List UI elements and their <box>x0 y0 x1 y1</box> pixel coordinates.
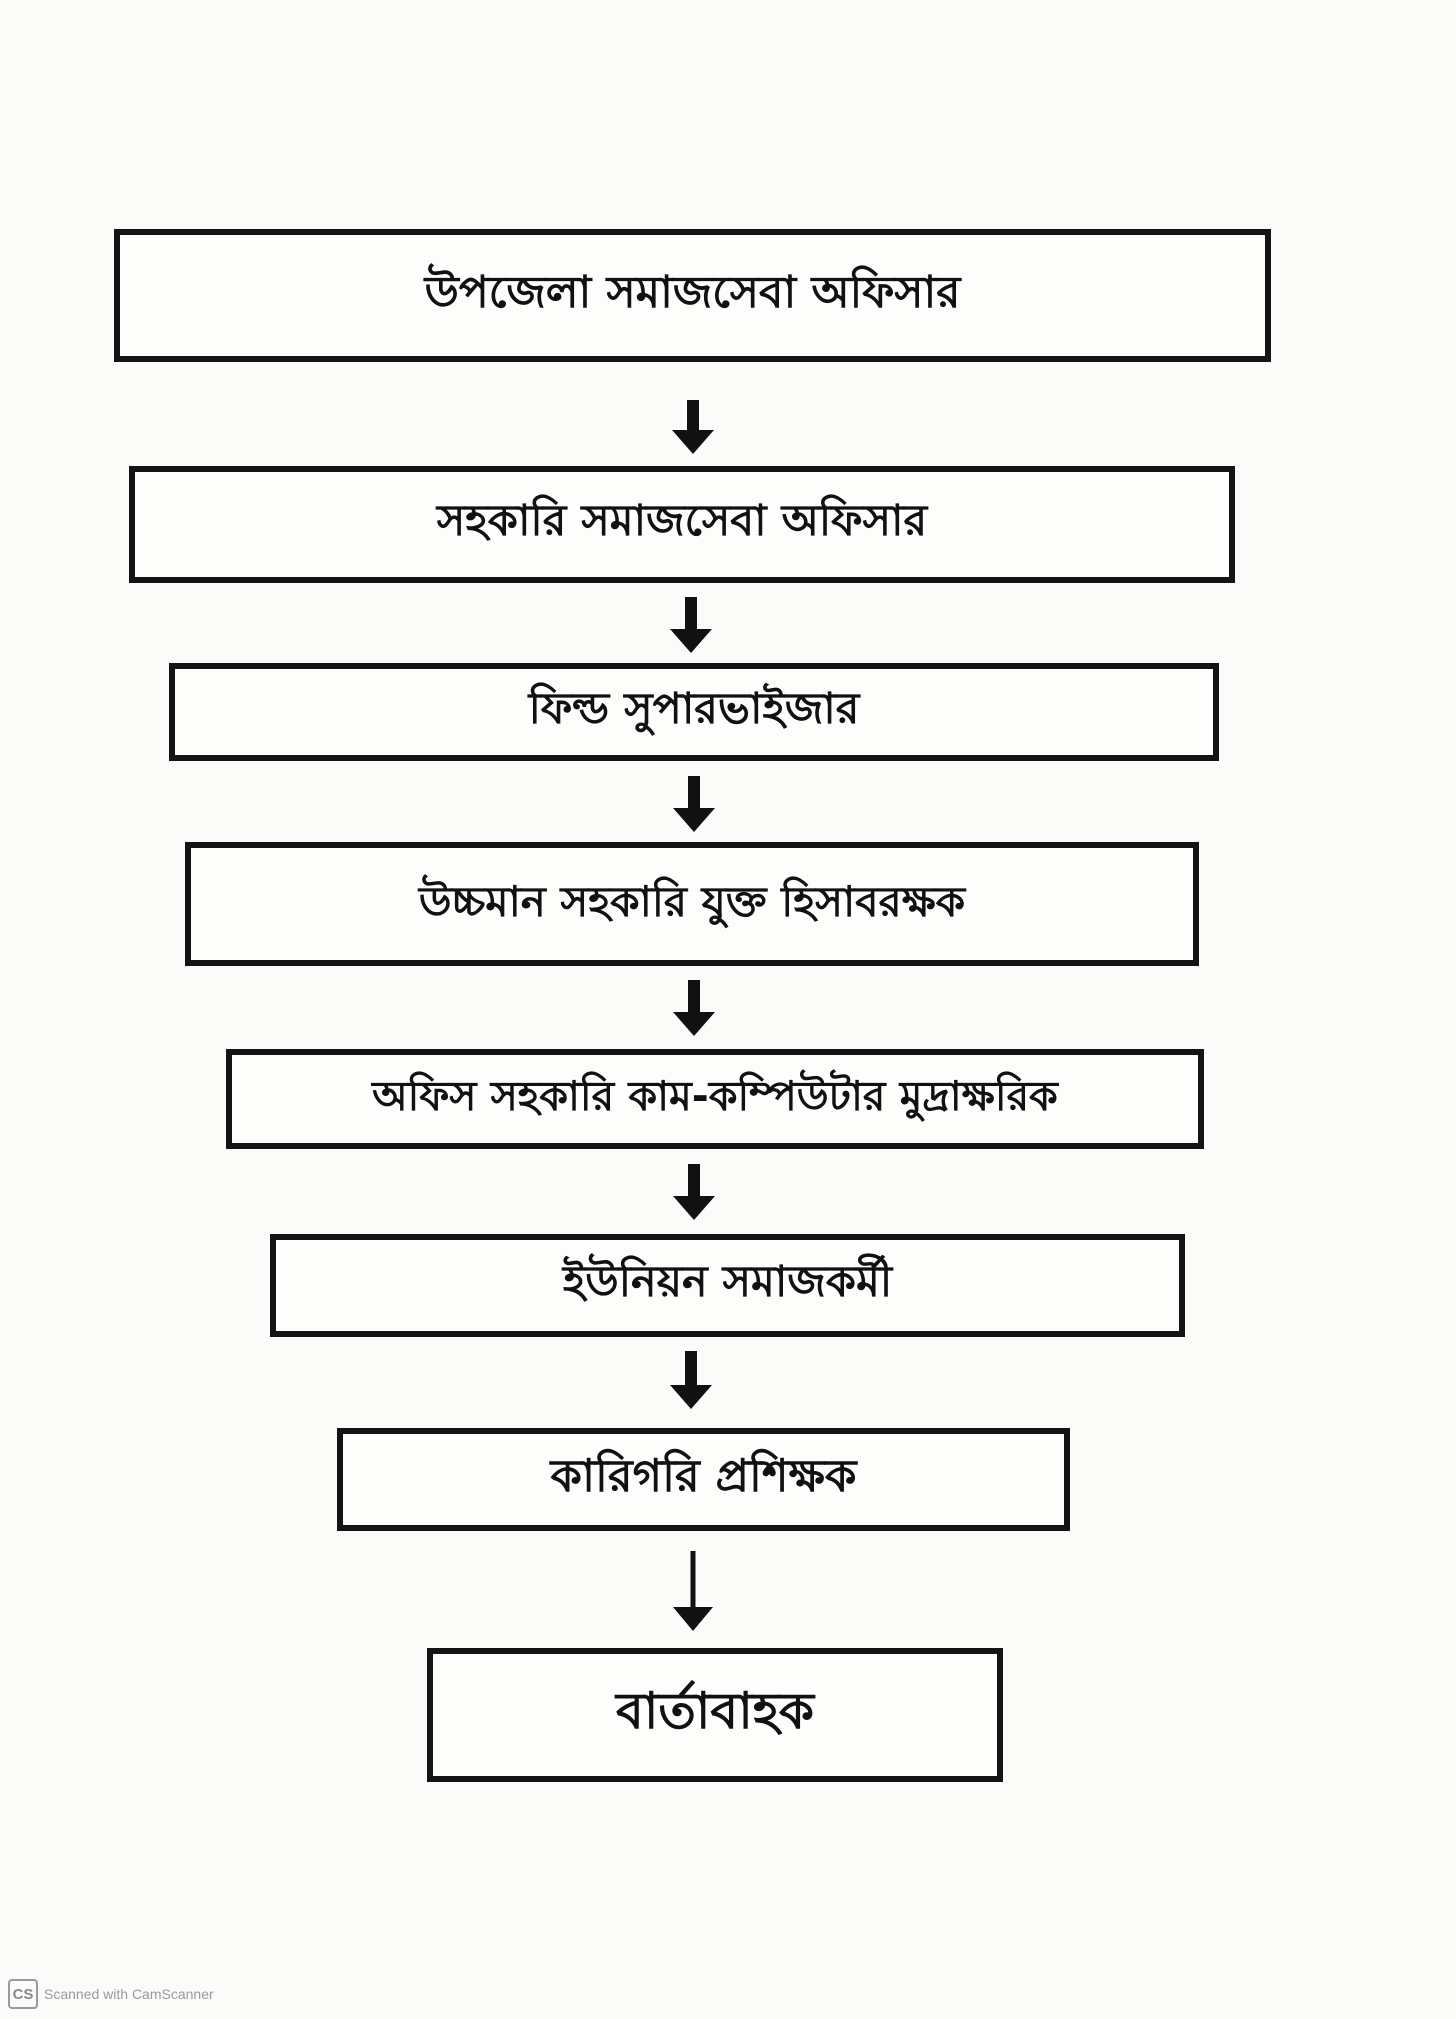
node-field-supervisor <box>169 663 1219 761</box>
down-arrow-icon <box>668 1551 718 1633</box>
down-arrow-icon <box>669 1164 719 1222</box>
node-assistant-social-service-officer <box>129 466 1235 583</box>
down-arrow-icon <box>668 400 718 456</box>
node-union-social-worker <box>270 1234 1185 1337</box>
node-upper-division-assistant-accountant <box>185 842 1199 966</box>
node-label: উচ্চমান সহকারি যুক্ত হিসাবরক্ষক <box>418 876 966 926</box>
node-label: ফিল্ড সুপারভাইজার <box>528 683 860 734</box>
node-label: ইউনিয়ন সমাজকর্মী <box>562 1257 893 1307</box>
down-arrow-icon <box>666 1351 716 1411</box>
node-label: অফিস সহকারি কাম-কম্পিউটার মুদ্রাক্ষরিক <box>372 1071 1058 1120</box>
down-arrow-icon <box>666 597 716 655</box>
node-label: বার্তাবাহক <box>616 1681 814 1740</box>
camscanner-logo-text: CS <box>12 1985 34 2003</box>
down-arrow-icon <box>669 980 719 1038</box>
node-office-assistant-computer-typist <box>226 1049 1204 1149</box>
camscanner-logo-icon <box>8 1979 38 2009</box>
scanner-watermark <box>8 1979 214 2009</box>
node-messenger <box>427 1648 1003 1782</box>
down-arrow-icon <box>669 776 719 834</box>
node-upazila-social-service-officer <box>114 229 1271 362</box>
watermark-text: Scanned with CamScanner <box>44 1986 214 2002</box>
node-label: উপজেলা সমাজসেবা অফিসার <box>424 267 961 318</box>
node-technical-instructor <box>337 1428 1070 1531</box>
node-label: সহকারি সমাজসেবা অফিসার <box>436 496 928 546</box>
node-label: কারিগরি প্রশিক্ষক <box>550 1449 857 1502</box>
